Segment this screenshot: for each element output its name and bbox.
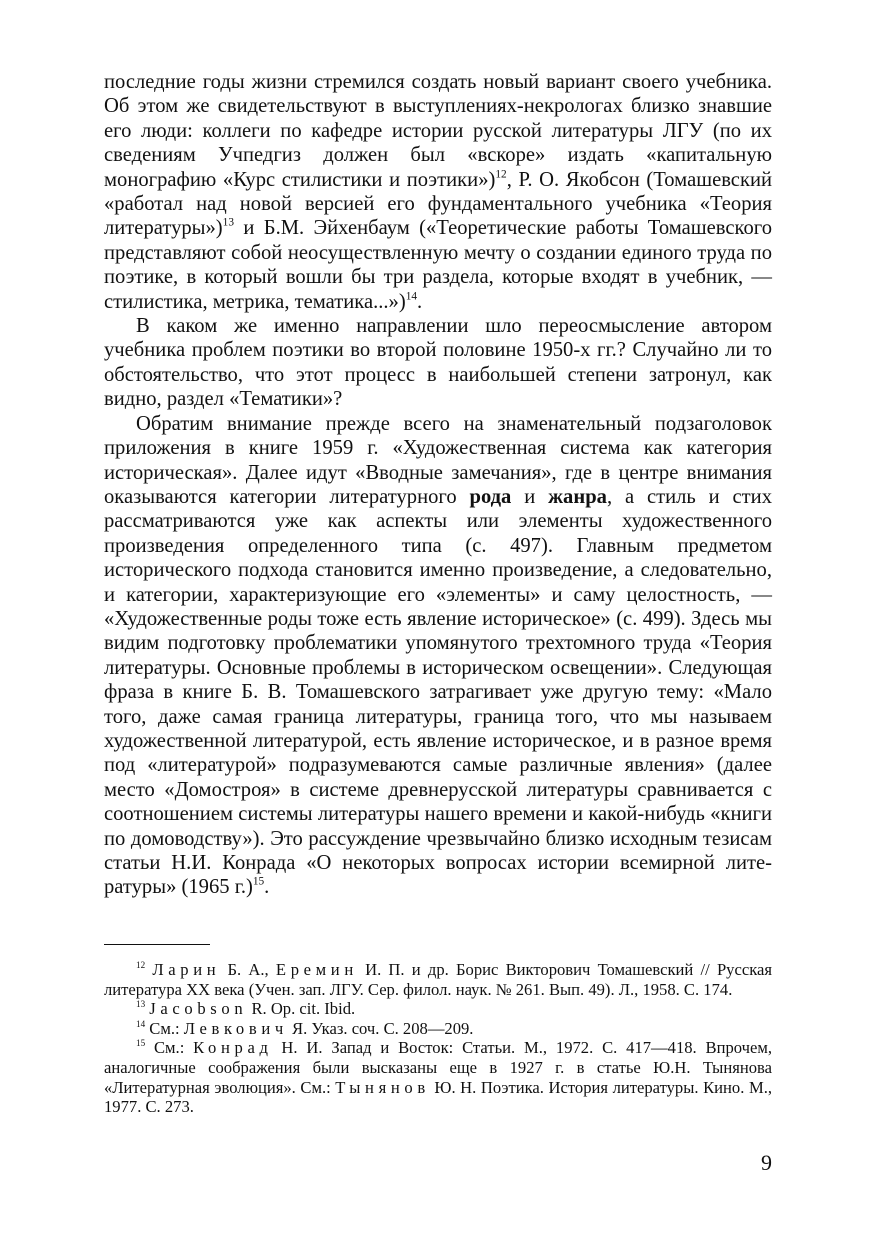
footnote-13 — [104, 999, 772, 1019]
text-run: Н. И. Запад и Восток: Статьи. М., 1972. С. 417—418. Впрочем, аналогичные соображения были высказаны еще в 1927 г. в статье Ю.Н. Тынянова «Литературная эволюция». См.: — [104, 1038, 773, 1097]
text-run: См.: — [145, 1018, 184, 1038]
author-surname: Конрад — [193, 1038, 273, 1058]
footnote-15 — [104, 1038, 772, 1116]
footnote-ref: 12 — [495, 168, 507, 181]
text-run: Обратим внимание прежде всего на знаменательный подзаголовок приложения в книге 1959 г. «Художественная система как категория историческая». Далее идут «Вводные замечания», где в центре внимания оказываются категории литературного — [104, 412, 772, 508]
paragraph-2 — [104, 314, 772, 412]
text-run: Б. А., — [220, 960, 276, 979]
footnote-ref: 12 — [136, 960, 146, 971]
paragraph-1 — [104, 70, 772, 314]
text-run: См.: — [145, 1038, 194, 1058]
footnote-ref: 15 — [252, 875, 265, 888]
footnotes — [104, 960, 772, 1117]
footnote-ref: 13 — [222, 216, 234, 229]
footnote-12 — [104, 960, 772, 999]
footnote-separator-line — [104, 944, 210, 945]
text-run: , Р. О. Якобсон (Томашевский «работал над новой версией его фундаментального учебника «Теория литературы») — [104, 168, 772, 240]
footnote-ref: 15 — [136, 1038, 146, 1049]
text-run: и — [511, 485, 549, 508]
text-run: . — [264, 876, 270, 899]
footnote-ref: 14 — [136, 1018, 146, 1029]
bold-term: рода — [469, 485, 512, 508]
author-surname: Тынянов — [335, 1077, 430, 1097]
text-run: и Б.М. Эйхенбаум («Теоретические работы Томашевского представляют собой неосуществленную мечту о создании единого труда по поэтике, в который вошли бы три раздела, которые входят в учебник, — стилистика, метрика, тематика...») — [104, 217, 772, 313]
paragraph-3 — [104, 412, 772, 900]
footnote-14 — [104, 1019, 772, 1039]
text-run: Ю. Н. Поэтика. История литературы. Кино. М., 1977. С. 273. — [104, 1077, 772, 1117]
text-run: . — [417, 290, 423, 313]
footnote-ref: 14 — [405, 290, 418, 303]
text-run: Я. Указ. соч. С. 208—209. — [287, 1018, 474, 1038]
text-run: И. П. и др. Борис Викторович Томашевский // Русская литература XX века (Учен. зап. ЛГУ. Сер. филол. наук. № 261. Вып. 49). Л., 1958. С. 174. — [104, 960, 773, 999]
text-run: , а стиль и стих рассматриваются уже как аспекты или элементы художественного произведения определенного типа (с. 497). Главным предметом исторического подхода становится именно произведение, а следовательно, и категории, характеризующие его «элементы» и саму целостность, — «Художественные роды тоже есть явление историческое» (с. 499). Здесь мы видим подготовку проблематики упомянутого трехтомного труда «Теория литературы. Основные проблемы в историческом освещении». Следующая фраза в книге Б. В. Томашевского затрагивает уже другую тему: «Мало того, даже самая граница литературы, граница того, что мы называем художественной литературой, есть явление историческое, и в разное время под «литературой» подразумеваются самые различные явления» (далее место «Домостроя» в системе древнерусской литературы сравнивается с соотношением системы литературы нашего времени и какой-нибудь «книги по домоводству»). Это рассуждение чрезвычайно близко исходным тезисам статьи Н.И. Конрада «О некоторых вопросах истории всемирной литературы» (1965 г.) — [104, 485, 773, 899]
main-text — [104, 70, 772, 900]
text-run: последние годы жизни стремился создать новый вариант своего учебника. Об этом же свидетельствуют в выступлениях-некрологах близко знавшие его люди: коллеги по кафедре истории русской литературы ЛГУ (по их сведениям Учпедгиз должен был «вскоре» издать «капитальную монографию «Курс стилистики и поэтики») — [104, 71, 772, 191]
author-surname: Ларин — [152, 960, 221, 979]
page-number: 9 — [761, 1150, 772, 1175]
text-run: R. Op. cit. Ibid. — [247, 999, 356, 1019]
text-run: В каком же именно направлении шло переосмысление автором учебника проблем поэтики во второй половине 1950-х гг.? Случайно ли то обстоятельство, что этот процесс в наибольшей степени затронул, как видно, раздел «Тематики»? — [104, 315, 772, 411]
author-surname: Левкович — [183, 1018, 288, 1038]
author-surname: Jacobson — [149, 999, 248, 1019]
author-surname: Еремин — [275, 960, 358, 979]
bold-term: жанра — [548, 485, 607, 508]
footnote-ref: 13 — [136, 999, 146, 1010]
